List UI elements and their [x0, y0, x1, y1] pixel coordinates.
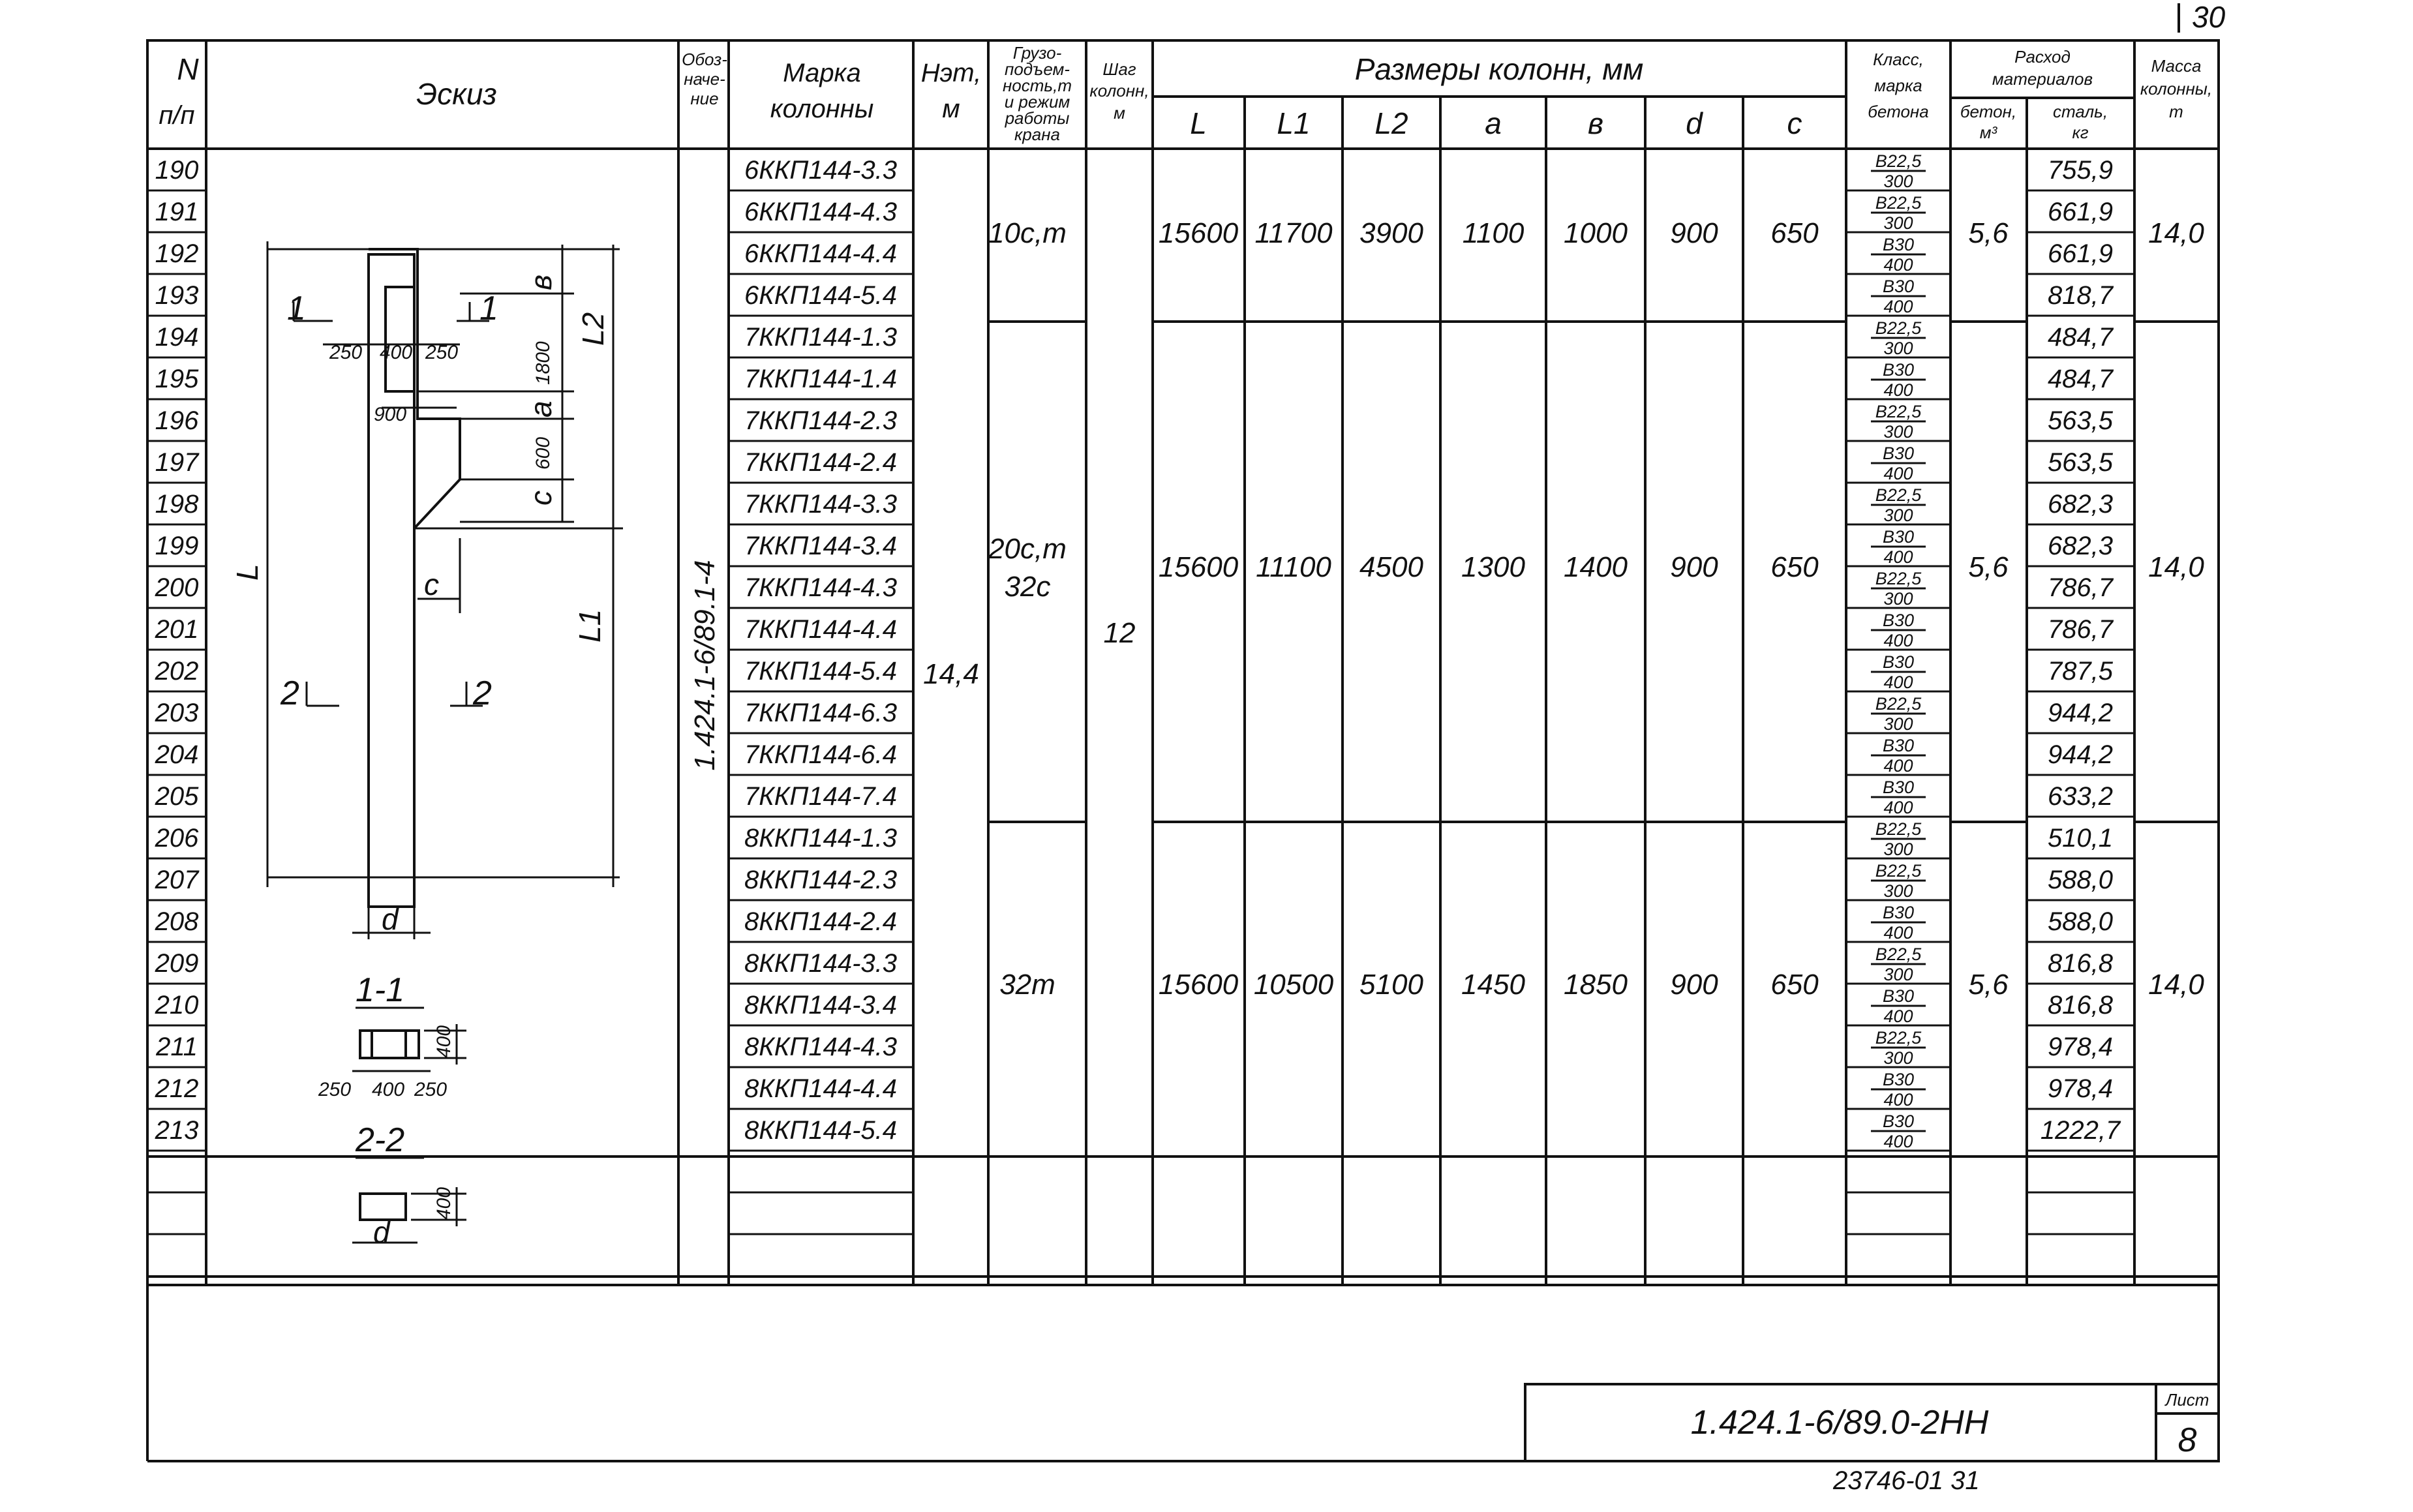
concrete-class: В22,5: [1875, 402, 1922, 421]
concrete-grade: 300: [1883, 172, 1913, 191]
header-crane-2: подъем-: [1005, 59, 1070, 79]
header-beton-2: м³: [1979, 123, 1997, 142]
size-group: [988, 217, 2204, 249]
designation-value: 1.424.1-6/89.1-4: [689, 560, 721, 771]
header-size-L1: L1: [1277, 106, 1311, 140]
cut-1-right: 1: [479, 290, 498, 327]
crane-capacity: 20с,т: [988, 533, 1067, 565]
size-l: 15600: [1158, 969, 1239, 1001]
steel-consumption: 661,9: [2047, 239, 2114, 268]
dim-250-left: 250: [329, 342, 363, 363]
steel-consumption: 484,7: [2047, 365, 2114, 393]
concrete-grade: 300: [1883, 506, 1913, 525]
steel-consumption: 682,3: [2047, 490, 2114, 519]
table-row: [155, 235, 2113, 275]
letter-L2: L2: [576, 312, 610, 346]
size-l: 15600: [1158, 217, 1239, 249]
column-mark: 8ККП144-2.3: [744, 866, 898, 894]
size-l: 15600: [1158, 551, 1239, 583]
header-sizes-title: Размеры колонн, мм: [1354, 52, 1644, 86]
concrete-volume: 5,6: [1968, 969, 2009, 1001]
letter-a: а: [524, 401, 558, 417]
column-mark: 7ККП144-3.4: [744, 532, 898, 560]
concrete-class: В30: [1882, 527, 1915, 547]
column-mass: 14,0: [2148, 969, 2204, 1001]
column-mark: 8ККП144-1.3: [744, 824, 898, 853]
header-concrete-3: бетона: [1868, 102, 1929, 121]
row-number: 196: [155, 406, 199, 435]
concrete-grade: 300: [1883, 422, 1913, 442]
table-row: [155, 274, 2114, 316]
concrete-grade: 300: [1883, 965, 1913, 984]
table-row: [155, 1070, 2113, 1110]
size-b: 1000: [1564, 217, 1628, 249]
concrete-class: В30: [1882, 652, 1915, 672]
size-l2: 5100: [1359, 969, 1423, 1001]
steel-consumption: 661,9: [2047, 198, 2114, 226]
column-mark: 8ККП144-3.3: [744, 949, 898, 978]
header-steel-1: сталь,: [2052, 102, 2108, 121]
concrete-class: В30: [1882, 903, 1915, 922]
page-number: 30: [2192, 0, 2226, 34]
table-row: [155, 986, 2114, 1026]
steel-consumption: 978,4: [2047, 1074, 2114, 1103]
concrete-grade: 300: [1883, 839, 1913, 859]
concrete-grade: 400: [1883, 756, 1913, 776]
steel-consumption: 786,7: [2047, 615, 2114, 644]
table-row: [155, 569, 2114, 609]
table-row: [155, 652, 2114, 692]
letter-L1: L1: [573, 609, 607, 643]
section-2-2-d: d: [373, 1215, 390, 1249]
header-num-sub: п/п: [159, 101, 195, 130]
header-designation-3: ние: [690, 89, 719, 108]
steel-consumption: 1222,7: [2040, 1116, 2121, 1145]
concrete-grade: 300: [1883, 881, 1913, 901]
row-number: 202: [155, 657, 199, 686]
concrete-grade: 400: [1883, 255, 1913, 275]
concrete-class: В30: [1882, 1070, 1915, 1089]
section-1-1-title: 1-1: [356, 971, 405, 1009]
row-number: 194: [155, 323, 199, 352]
concrete-class: В22,5: [1875, 694, 1922, 714]
concrete-class: В30: [1882, 235, 1915, 254]
cut-2-right: 2: [473, 674, 492, 712]
size-a: 1100: [1462, 217, 1525, 249]
row-number: 201: [155, 615, 199, 644]
concrete-grade: 400: [1883, 1006, 1913, 1026]
concrete-class: В22,5: [1875, 861, 1922, 881]
steel-consumption: 563,5: [2047, 406, 2114, 435]
column-mark: 8ККП144-3.4: [744, 991, 898, 1020]
row-number: 205: [155, 782, 199, 811]
concrete-class: В22,5: [1875, 819, 1922, 839]
column-mark: 6ККП144-4.3: [744, 198, 898, 226]
header-size-d: d: [1686, 106, 1703, 140]
header-designation-2: наче-: [684, 69, 725, 89]
table-row: [155, 151, 2113, 191]
row-number: 203: [155, 699, 199, 727]
concrete-class: В22,5: [1875, 1028, 1922, 1048]
letter-c-dim: с: [524, 491, 558, 506]
row-number: 195: [155, 365, 199, 393]
table-row: [155, 1111, 2121, 1151]
column-mark: 6ККП144-5.4: [744, 281, 898, 310]
row-number: 200: [155, 573, 199, 602]
steel-consumption: 484,7: [2047, 323, 2114, 352]
header-height-1: Нэт,: [920, 59, 982, 87]
row-number: 190: [155, 156, 199, 185]
header-designation-1: Обоз-: [682, 50, 727, 69]
column-mark: 7ККП144-1.3: [744, 323, 898, 352]
row-number: 193: [155, 281, 199, 310]
steel-consumption: 755,9: [2047, 156, 2114, 185]
column-mark: 7ККП144-7.4: [744, 782, 898, 811]
section-1-1-w1: 250: [318, 1079, 352, 1100]
size-d: 900: [1670, 217, 1718, 249]
size-c: 650: [1770, 969, 1819, 1001]
column-mark: 6ККП144-3.3: [744, 156, 898, 185]
size-l1: 11700: [1254, 217, 1333, 249]
concrete-grade: 400: [1883, 380, 1913, 400]
crane-capacity: 32т: [999, 969, 1055, 1001]
header-crane-5: работы: [1005, 108, 1070, 128]
column-sketch: [230, 241, 623, 1249]
concrete-grade: 400: [1883, 297, 1913, 316]
row-number: 207: [155, 866, 199, 894]
concrete-class: В30: [1882, 736, 1915, 755]
header-height-2: м: [942, 95, 960, 123]
column-mark: 8ККП144-2.4: [744, 907, 898, 936]
dim-900: 900: [374, 404, 407, 425]
steel-consumption: 588,0: [2047, 907, 2114, 936]
column-mark: 7ККП144-4.4: [744, 615, 898, 644]
header-mass-1: Масса: [2151, 56, 2202, 76]
header-num: N: [177, 52, 199, 86]
header-size-b: в: [1587, 106, 1604, 140]
row-number: 208: [155, 907, 199, 936]
step-value: 12: [1103, 617, 1136, 649]
column-mark: 7ККП144-3.3: [744, 490, 898, 519]
size-c: 650: [1770, 217, 1819, 249]
size-l2: 4500: [1359, 551, 1423, 583]
concrete-class: В30: [1882, 611, 1915, 630]
row-number: 211: [156, 1033, 198, 1061]
concrete-class: В30: [1882, 277, 1915, 296]
concrete-grade: 400: [1883, 1090, 1913, 1110]
concrete-class: В22,5: [1875, 318, 1922, 338]
column-mass: 14,0: [2148, 217, 2204, 249]
size-l1: 11100: [1256, 551, 1331, 583]
row-number: 199: [155, 532, 199, 560]
title-block-code: 1.424.1-6/89.0-2НН: [1690, 1404, 1989, 1442]
concrete-grade: 300: [1883, 339, 1913, 358]
table-row: [155, 736, 2113, 776]
row-number: 212: [155, 1074, 199, 1103]
steel-consumption: 563,5: [2047, 448, 2114, 477]
cut-2-left: 2: [281, 674, 299, 712]
section-1-1-w3: 250: [414, 1079, 448, 1100]
concrete-class: В22,5: [1875, 151, 1922, 171]
concrete-class: В30: [1882, 1111, 1915, 1131]
concrete-class: В22,5: [1875, 945, 1922, 964]
column-mark: 7ККП144-2.3: [744, 406, 898, 435]
sheet-number: 8: [2178, 1421, 2197, 1459]
header-mass-3: т: [2169, 102, 2183, 121]
header-step-3: м: [1114, 103, 1125, 123]
size-d: 900: [1670, 969, 1718, 1001]
header-consumption-1: Расход: [2014, 47, 2071, 67]
crane-capacity: 32с: [1004, 571, 1051, 603]
steel-consumption: 786,7: [2047, 573, 2114, 602]
concrete-grade: 400: [1883, 798, 1913, 817]
table-row: [155, 903, 2113, 943]
column-mark: 8ККП144-4.4: [744, 1074, 898, 1103]
column-mark: 6ККП144-4.4: [744, 239, 898, 268]
steel-consumption: 944,2: [2047, 740, 2114, 769]
column-mark: 7ККП144-2.4: [744, 448, 898, 477]
concrete-class: В30: [1882, 986, 1915, 1006]
header-concrete-1: Класс,: [1873, 50, 1924, 69]
concrete-class: В30: [1882, 360, 1915, 380]
header-mark-2: колонны: [770, 95, 874, 123]
column-mark: 7ККП144-4.3: [744, 573, 898, 602]
steel-consumption: 682,3: [2047, 532, 2114, 560]
header-crane-6: крана: [1014, 125, 1060, 144]
steel-consumption: 787,5: [2047, 657, 2114, 686]
steel-consumption: 978,4: [2047, 1033, 2114, 1061]
table-row: [155, 444, 2114, 483]
size-a: 1450: [1461, 969, 1525, 1001]
size-b: 1400: [1564, 551, 1628, 583]
steel-consumption: 944,2: [2047, 699, 2114, 727]
letter-L: L: [230, 564, 264, 581]
concrete-class: В30: [1882, 778, 1915, 797]
table-groups: [988, 217, 2204, 1001]
table-row: [155, 819, 2113, 859]
cut-1-left: 1: [287, 290, 306, 327]
row-number: 213: [155, 1116, 199, 1145]
concrete-class: В30: [1882, 444, 1915, 463]
steel-consumption: 588,0: [2047, 866, 2114, 894]
size-group: [988, 533, 2204, 603]
dim-400: 400: [380, 342, 413, 363]
header-steel-2: кг: [2072, 123, 2089, 142]
header-step-1: Шаг: [1102, 59, 1136, 79]
column-mark: 7ККП144-5.4: [744, 657, 898, 686]
concrete-class: В22,5: [1875, 569, 1922, 588]
section-1-1-w2: 400: [372, 1079, 405, 1100]
header-step-2: колонн,: [1089, 81, 1149, 100]
header-sketch: Эскиз: [416, 77, 497, 111]
row-number: 210: [155, 991, 199, 1020]
header-beton-1: бетон,: [1960, 102, 2017, 121]
table-row: [155, 193, 2113, 233]
row-number: 191: [155, 198, 199, 226]
column-mark: 7ККП144-1.4: [744, 365, 898, 393]
concrete-grade: 300: [1883, 1048, 1913, 1068]
header-size-L: L: [1190, 106, 1207, 140]
concrete-grade: 400: [1883, 1132, 1913, 1151]
size-group: [999, 969, 2204, 1001]
table-row: [155, 527, 2113, 567]
header-size-c: c: [1787, 106, 1802, 140]
concrete-grade: 300: [1883, 589, 1913, 609]
header-size-a: a: [1485, 106, 1502, 140]
size-l2: 3900: [1359, 217, 1423, 249]
concrete-grade: 400: [1883, 673, 1913, 692]
size-c: 650: [1770, 551, 1819, 583]
table-row: [155, 694, 2113, 734]
table-row: [155, 360, 2114, 400]
column-mass: 14,0: [2148, 551, 2204, 583]
steel-consumption: 816,8: [2047, 949, 2114, 978]
size-a: 1300: [1461, 551, 1525, 583]
header-mark-1: Марка: [783, 59, 861, 87]
crane-capacity: 10с,т: [988, 217, 1067, 249]
dim-1800: 1800: [532, 341, 554, 385]
sheet-label: Лист: [2165, 1390, 2209, 1410]
header-mass-2: колонны,: [2140, 79, 2213, 98]
header-crane-3: ность,т: [1003, 76, 1072, 95]
concrete-volume: 5,6: [1968, 217, 2009, 249]
row-number: 209: [155, 949, 199, 978]
column-mark: 7ККП144-6.4: [744, 740, 898, 769]
dim-600: 600: [532, 436, 554, 470]
header-concrete-2: марка: [1874, 76, 1922, 95]
steel-consumption: 816,8: [2047, 991, 2114, 1020]
height-value: 14,4: [923, 658, 979, 690]
section-2-2-title: 2-2: [356, 1121, 405, 1159]
steel-consumption: 818,7: [2047, 281, 2114, 310]
footer-number: 23746-01 31: [1833, 1466, 1980, 1495]
header-size-L2: L2: [1374, 106, 1408, 140]
section-1-1-height: 400: [433, 1025, 455, 1058]
size-l1: 10500: [1253, 969, 1334, 1001]
size-b: 1850: [1564, 969, 1628, 1001]
letter-d: d: [382, 902, 399, 936]
table-header: [159, 43, 2212, 144]
concrete-grade: 400: [1883, 464, 1913, 483]
header-consumption-2: материалов: [1992, 69, 2093, 89]
concrete-grade: 400: [1883, 547, 1913, 567]
column-mark: 7ККП144-6.3: [744, 699, 898, 727]
header-crane-4: и режим: [1004, 92, 1070, 112]
concrete-grade: 300: [1883, 213, 1913, 233]
row-number: 192: [155, 239, 199, 268]
column-mark: 8ККП144-5.4: [744, 1116, 898, 1145]
concrete-volume: 5,6: [1968, 551, 2009, 583]
section-2-2-height: 400: [433, 1187, 455, 1220]
steel-consumption: 510,1: [2047, 824, 2114, 853]
table-rows: [155, 151, 2121, 1151]
concrete-class: В22,5: [1875, 193, 1922, 213]
letter-b: в: [524, 274, 558, 290]
row-number: 206: [155, 824, 199, 853]
table-row: [155, 945, 2114, 984]
table-row: [155, 778, 2113, 817]
concrete-grade: 300: [1883, 714, 1913, 734]
column-mark: 8ККП144-4.3: [744, 1033, 898, 1061]
table-row: [155, 861, 2113, 901]
size-d: 900: [1670, 551, 1718, 583]
row-number: 198: [155, 490, 199, 519]
steel-consumption: 633,2: [2047, 782, 2114, 811]
dim-250-right: 250: [425, 342, 459, 363]
row-number: 197: [155, 448, 199, 477]
row-number: 204: [155, 740, 199, 769]
letter-c: с: [424, 567, 439, 601]
header-crane-1: Грузо-: [1012, 43, 1062, 63]
concrete-class: В22,5: [1875, 485, 1922, 505]
concrete-grade: 400: [1883, 631, 1913, 650]
concrete-grade: 400: [1883, 923, 1913, 943]
